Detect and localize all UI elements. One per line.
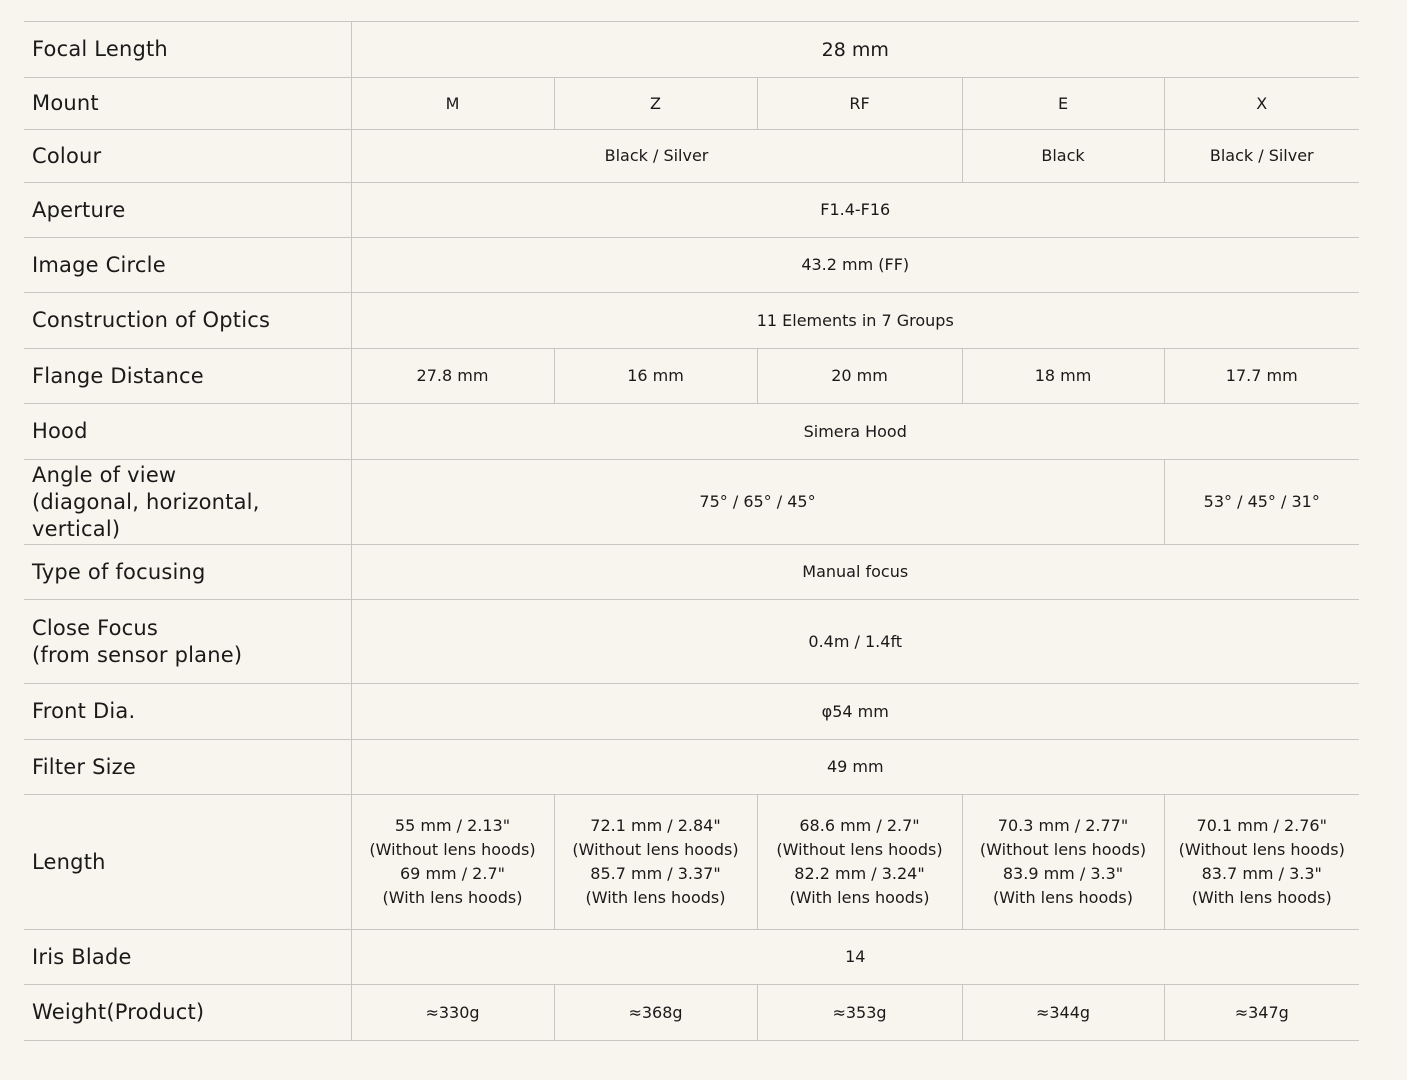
aperture-value: F1.4-F16 xyxy=(351,183,1359,238)
flange-distance-value-x: 17.7 mm xyxy=(1164,349,1359,404)
mount-value-m: M xyxy=(351,78,554,130)
filter-size-label: Filter Size xyxy=(24,740,351,795)
mount-value-x: X xyxy=(1164,78,1359,130)
length-label: Length xyxy=(24,795,351,930)
row-angle-of-view xyxy=(24,460,1359,545)
flange-distance-value-m: 27.8 mm xyxy=(351,349,554,404)
flange-distance-value-rf: 20 mm xyxy=(757,349,962,404)
length-value-rf: 68.6 mm / 2.7" (Without lens hoods) 82.2 mm / 3.24" (With lens hoods) xyxy=(757,795,962,930)
mount-label: Mount xyxy=(24,78,351,130)
weight-value-x: ≈347g xyxy=(1164,985,1359,1041)
focal-length-value: 28 mm xyxy=(351,22,1359,78)
close-focus-label: Close Focus (from sensor plane) xyxy=(24,600,351,684)
aperture-label: Aperture xyxy=(24,183,351,238)
lens-spec-table xyxy=(24,21,1359,1041)
row-type-of-focusing xyxy=(24,545,1359,600)
length-value-m: 55 mm / 2.13" (Without lens hoods) 69 mm / 2.7" (With lens hoods) xyxy=(351,795,554,930)
image-circle-value: 43.2 mm (FF) xyxy=(351,238,1359,293)
type-of-focusing-label: Type of focusing xyxy=(24,545,351,600)
colour-label: Colour xyxy=(24,130,351,183)
row-iris-blade xyxy=(24,930,1359,985)
row-aperture xyxy=(24,183,1359,238)
colour-value-x: Black / Silver xyxy=(1164,130,1359,183)
row-weight xyxy=(24,985,1359,1041)
colour-value-e: Black xyxy=(962,130,1164,183)
iris-blade-value: 14 xyxy=(351,930,1359,985)
flange-distance-label: Flange Distance xyxy=(24,349,351,404)
length-value-e: 70.3 mm / 2.77" (Without lens hoods) 83.9 mm / 3.3" (With lens hoods) xyxy=(962,795,1164,930)
row-focal-length xyxy=(24,22,1359,78)
row-hood xyxy=(24,404,1359,460)
row-close-focus xyxy=(24,600,1359,684)
flange-distance-value-e: 18 mm xyxy=(962,349,1164,404)
filter-size-value: 49 mm xyxy=(351,740,1359,795)
construction-of-optics-label: Construction of Optics xyxy=(24,293,351,349)
row-front-dia xyxy=(24,684,1359,740)
row-colour xyxy=(24,130,1359,183)
close-focus-value: 0.4m / 1.4ft xyxy=(351,600,1359,684)
mount-value-e: E xyxy=(962,78,1164,130)
hood-value: Simera Hood xyxy=(351,404,1359,460)
angle-of-view-label: Angle of view (diagonal, horizontal, vertical) xyxy=(24,460,351,545)
weight-value-m: ≈330g xyxy=(351,985,554,1041)
angle-of-view-value-full-frame: 75° / 65° / 45° xyxy=(351,460,1164,545)
type-of-focusing-value: Manual focus xyxy=(351,545,1359,600)
construction-of-optics-value: 11 Elements in 7 Groups xyxy=(351,293,1359,349)
iris-blade-label: Iris Blade xyxy=(24,930,351,985)
front-dia-value: φ54 mm xyxy=(351,684,1359,740)
mount-value-rf: RF xyxy=(757,78,962,130)
angle-of-view-value-x: 53° / 45° / 31° xyxy=(1164,460,1359,545)
hood-label: Hood xyxy=(24,404,351,460)
front-dia-label: Front Dia. xyxy=(24,684,351,740)
row-mount xyxy=(24,78,1359,130)
mount-value-z: Z xyxy=(554,78,757,130)
length-value-x: 70.1 mm / 2.76" (Without lens hoods) 83.7 mm / 3.3" (With lens hoods) xyxy=(1164,795,1359,930)
row-image-circle xyxy=(24,238,1359,293)
row-length xyxy=(24,795,1359,930)
row-construction-of-optics xyxy=(24,293,1359,349)
weight-value-e: ≈344g xyxy=(962,985,1164,1041)
weight-label: Weight(Product) xyxy=(24,985,351,1041)
weight-value-z: ≈368g xyxy=(554,985,757,1041)
weight-value-rf: ≈353g xyxy=(757,985,962,1041)
row-flange-distance xyxy=(24,349,1359,404)
row-filter-size xyxy=(24,740,1359,795)
flange-distance-value-z: 16 mm xyxy=(554,349,757,404)
image-circle-label: Image Circle xyxy=(24,238,351,293)
length-value-z: 72.1 mm / 2.84" (Without lens hoods) 85.7 mm / 3.37" (With lens hoods) xyxy=(554,795,757,930)
colour-value-mzrf: Black / Silver xyxy=(351,130,962,183)
focal-length-label: Focal Length xyxy=(24,22,351,78)
